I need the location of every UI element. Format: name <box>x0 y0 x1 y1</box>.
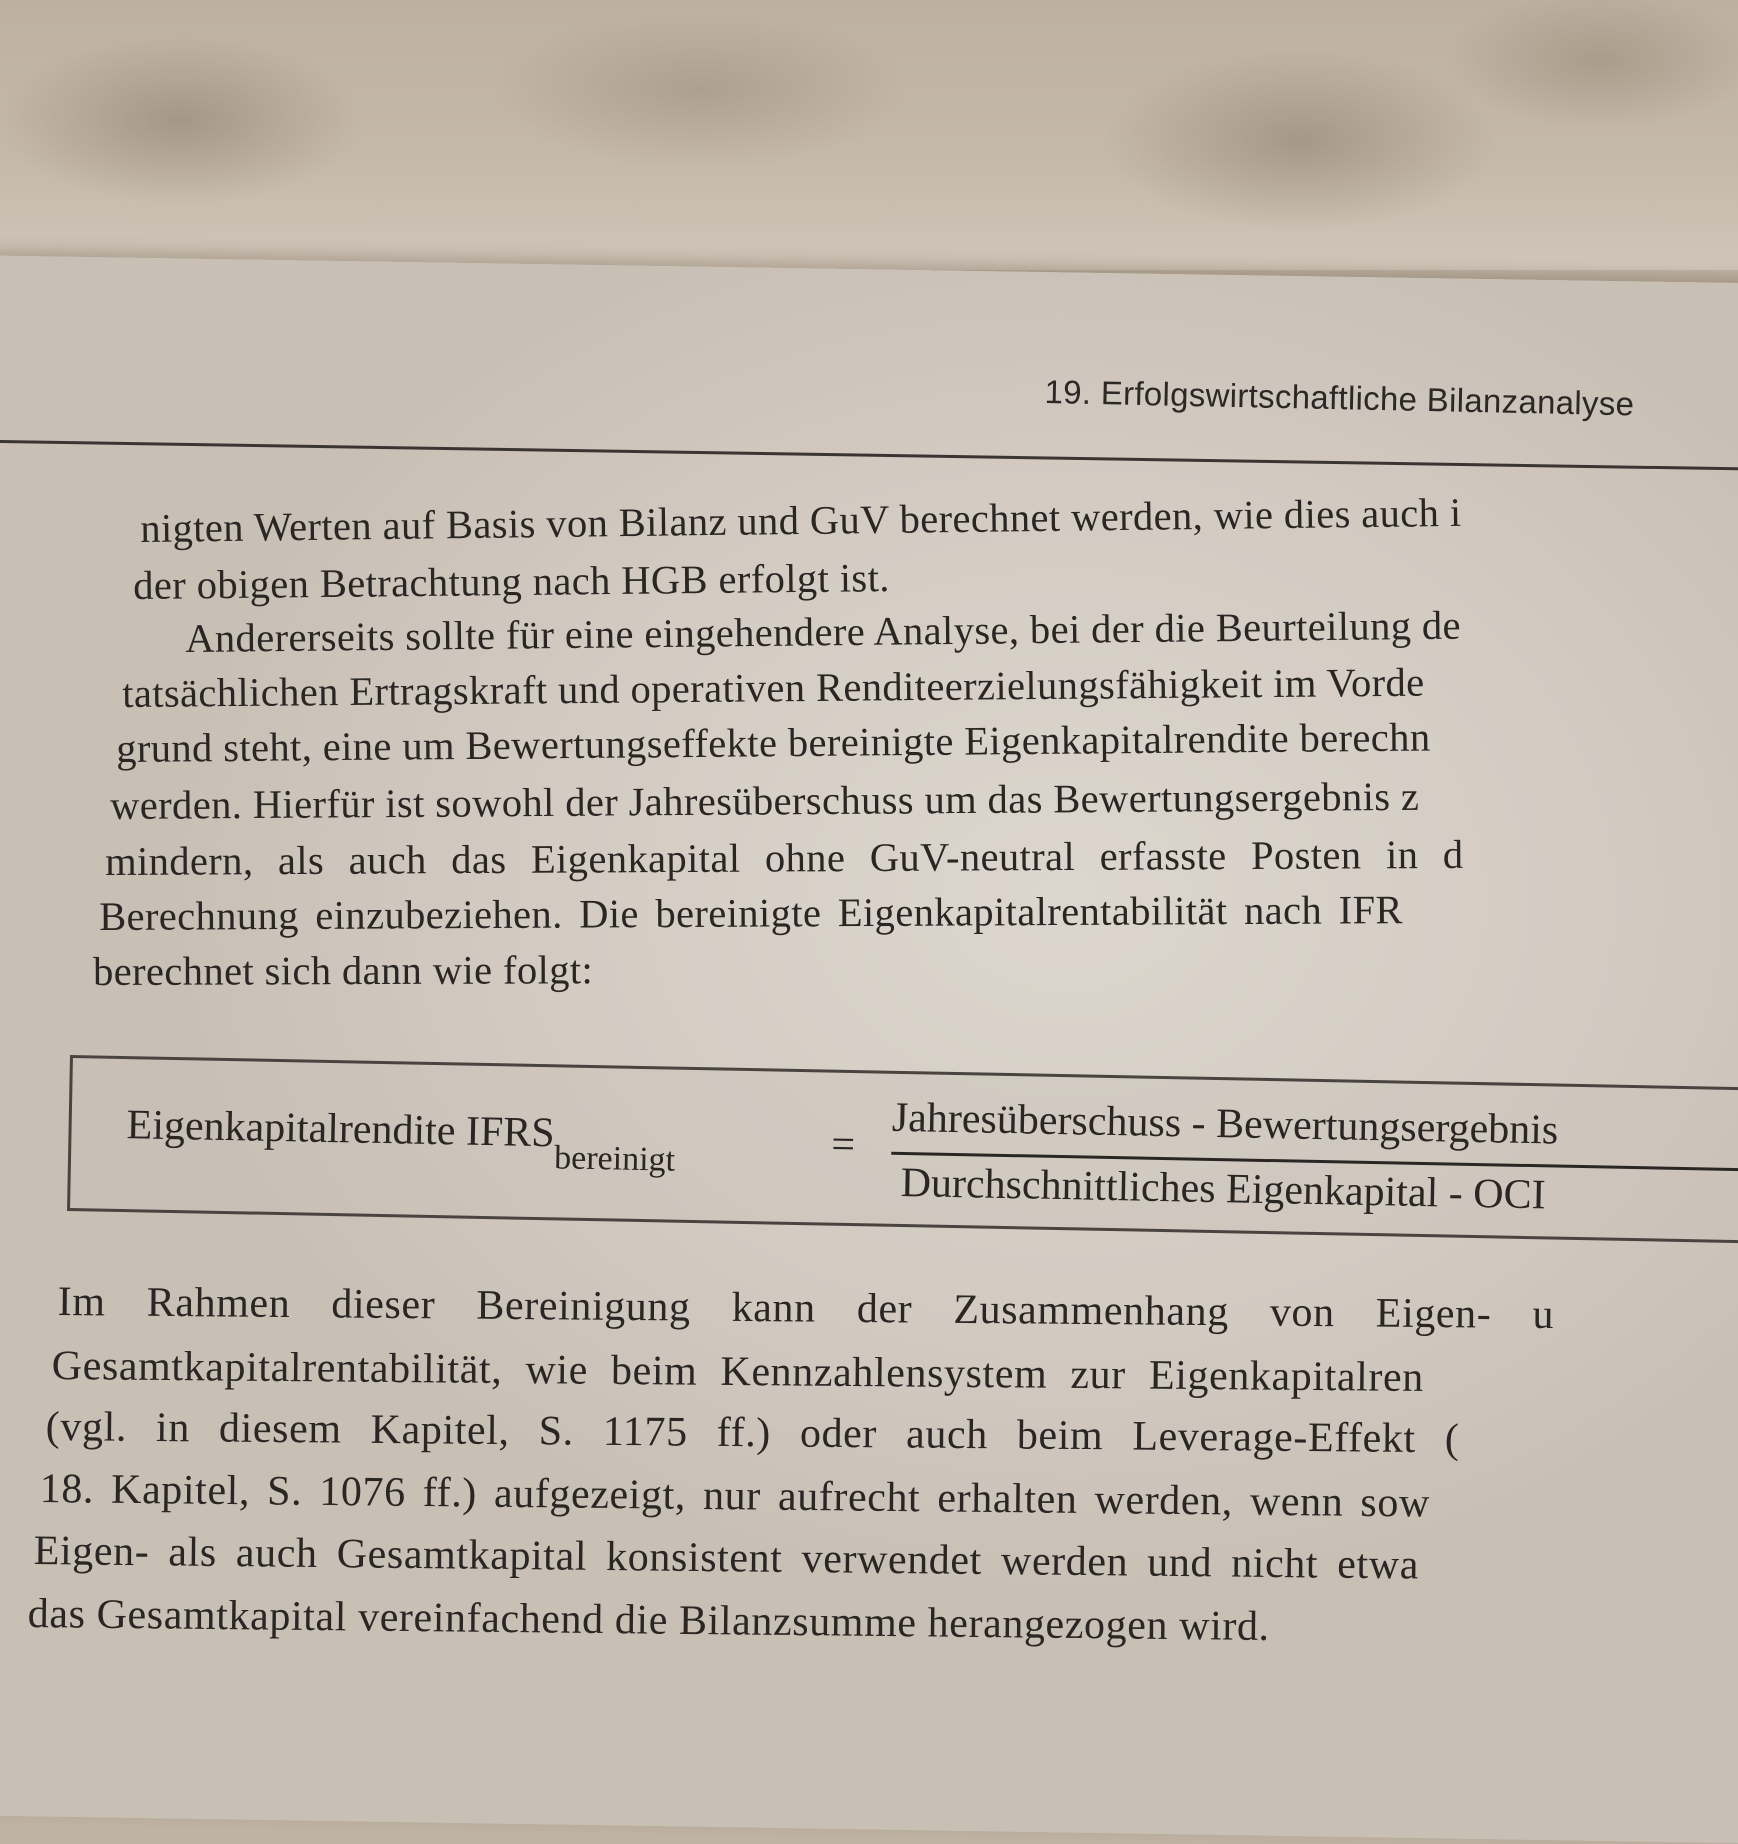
text-line: tatsächlichen Ertragskraft und operativen Renditeerzielungsfähigkeit im Vorde <box>122 659 1425 716</box>
table-surface <box>0 0 1738 270</box>
formula-lhs <box>126 1101 676 1179</box>
text-line: Andererseits sollte für eine eingehendere Analyse, bei der die Beurteilung de <box>185 602 1462 661</box>
formula-subscript: bereinigt <box>553 1139 676 1179</box>
text-line: das Gesamtkapital vereinfachend die Bilanzsumme herangezogen wird. <box>27 1591 1270 1651</box>
text-line: werden. Hierfür ist sowohl der Jahresüberschuss um das Bewertungsergebnis z <box>110 773 1420 828</box>
text-line: Im Rahmen dieser Bereinigung kann der Zusammenhang von Eigen- u <box>57 1279 1555 1339</box>
text-line: Eigen- als auch Gesamtkapital konsistent verwendet werden und nicht etwa <box>33 1528 1420 1589</box>
formula-denominator: Durchschnittliches Eigenkapital - OCI <box>900 1159 1547 1219</box>
text-line: (vgl. in diesem Kapitel, S. 1175 ff.) oder auch beim Leverage-Effekt ( <box>45 1404 1460 1463</box>
text-line: berechnet sich dann wie folgt: <box>93 947 594 994</box>
formula-box <box>67 1055 1738 1244</box>
text-line: Berechnung einzubeziehen. Die bereinigte Eigenkapitalrentabilität nach IFR <box>99 887 1403 939</box>
text-line: grund steht, eine um Bewertungseffekte bereinigte Eigenkapitalrendite berechn <box>116 714 1431 771</box>
text-line: nigten Werten auf Basis von Bilanz und GuV berechnet werden, wie dies auch i <box>140 489 1462 551</box>
formula-lhs-text: Eigenkapitalrendite IFRS <box>126 1102 556 1157</box>
text-line: der obigen Betrachtung nach HGB erfolgt ist. <box>133 555 890 608</box>
formula-numerator: Jahresüberschuss - Bewertungsergebnis <box>891 1094 1559 1154</box>
text-line: 18. Kapitel, S. 1076 ff.) aufgezeigt, nur aufrecht erhalten werden, wenn sow <box>39 1466 1431 1527</box>
text-line: mindern, als auch das Eigenkapital ohne GuV-neutral erfasste Posten in d <box>105 831 1464 884</box>
formula-equals: = <box>830 1121 856 1169</box>
running-header: 19. Erfolgswirtschaftliche Bilanzanalyse <box>1044 373 1635 423</box>
text-line: Gesamtkapitalrentabilität, wie beim Kennzahlensystem zur Eigenkapitalren <box>51 1343 1425 1401</box>
